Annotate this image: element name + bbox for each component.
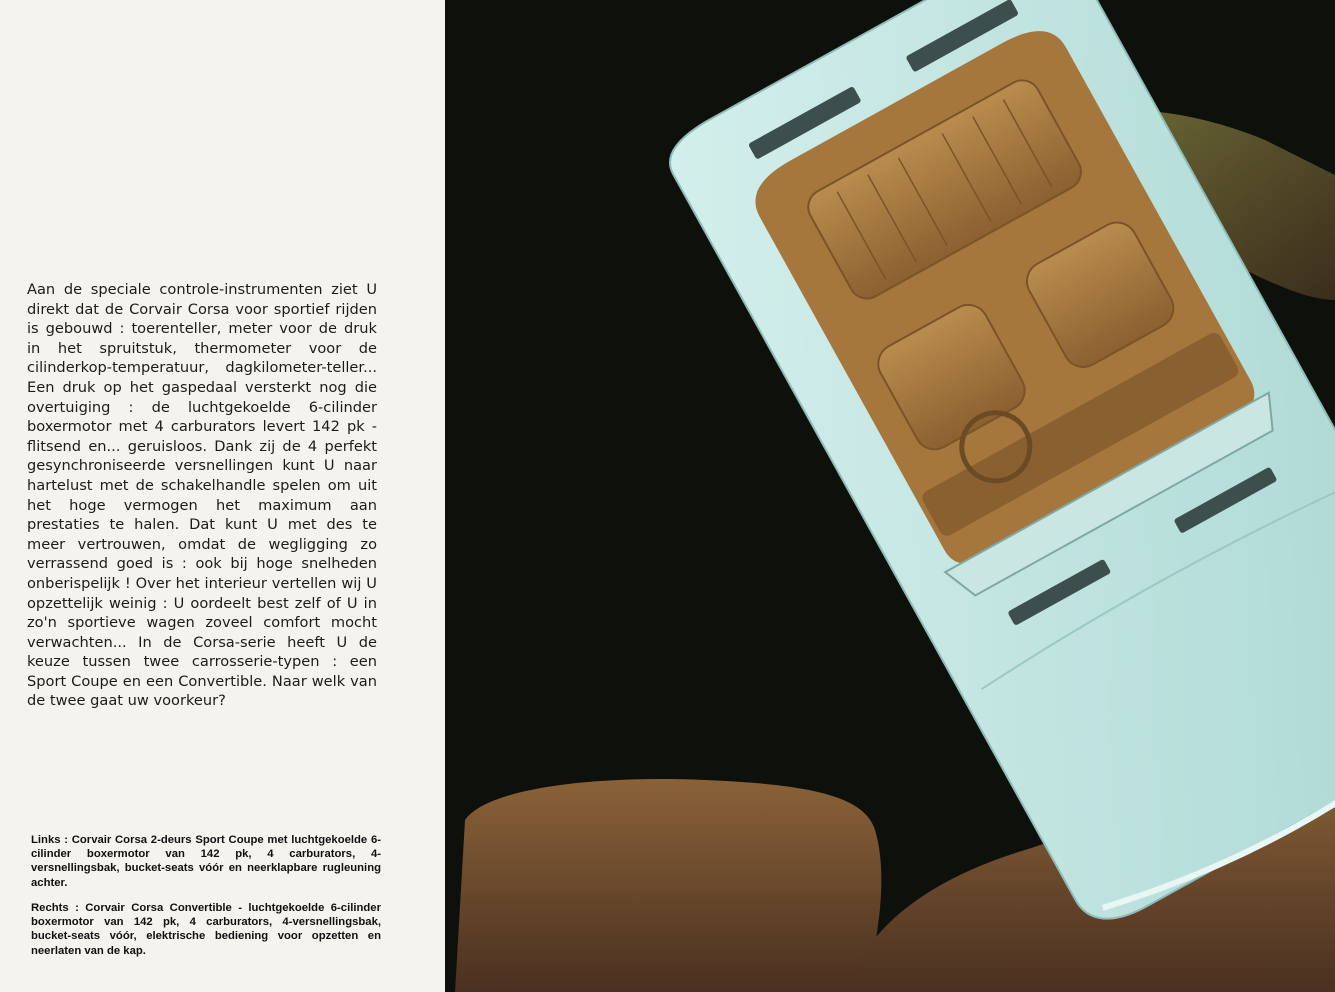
convertible-illustration (445, 0, 1335, 992)
caption-links: Links : Corvair Corsa 2-deurs Sport Coupe met luchtgekoelde 6-cilinder boxermotor van 142 pk, 4 carburators, 4-versnellingsbak, bucket-seats vóór en neerklapbare rugleuning achter. (31, 834, 381, 889)
body-text: Aan de speciale controle-instrumenten ziet U direkt dat de Corvair Corsa voor sportief rijden is gebouwd : toerenteller, meter voor de druk in het spruitstuk, thermometer voor de cilinderkop-temperatuur, dagkilometer-teller... Een druk op het gaspedaal versterkt nog die overtuiging : de luchtgekoelde 6-cilinder boxermotor met 4 carburators levert 142 pk - flitsend en... geruisloos. Dank zij de 4 perfekt gesynchroniseerde versnellingen kunt U naar hartelust met de schakelhandle spelen om uit het hoge vermogen het maximum aan prestaties te halen. Dat kunt U met des te meer vertrouwen, omdat de wegligging zo verrassend goed is : ook bij hoge snelheden onberispelijk ! Over het interieur vertellen wij U opzettelijk weinig : U oordeelt best zelf of U in zo'n sportieve wagen zoveel comfort mocht verwachten... In de Corsa-serie heeft U de keuze tussen twee carrosserie-typen : een Sport Coupe en een Convertible. Naar welk van de twee gaat uw voorkeur? (27, 281, 377, 710)
rock-bottom-left (455, 779, 881, 992)
left-page (0, 0, 445, 992)
caption-rechts: Rechts : Corvair Corsa Convertible - luchtgekoelde 6-cilinder boxermotor van 142 pk, 4 carburators, 4-versnellingsbak, bucket-seats vóór, elektrische bediening voor opzetten en neerlaten van de kap. (31, 902, 381, 957)
car-photo (445, 0, 1335, 992)
